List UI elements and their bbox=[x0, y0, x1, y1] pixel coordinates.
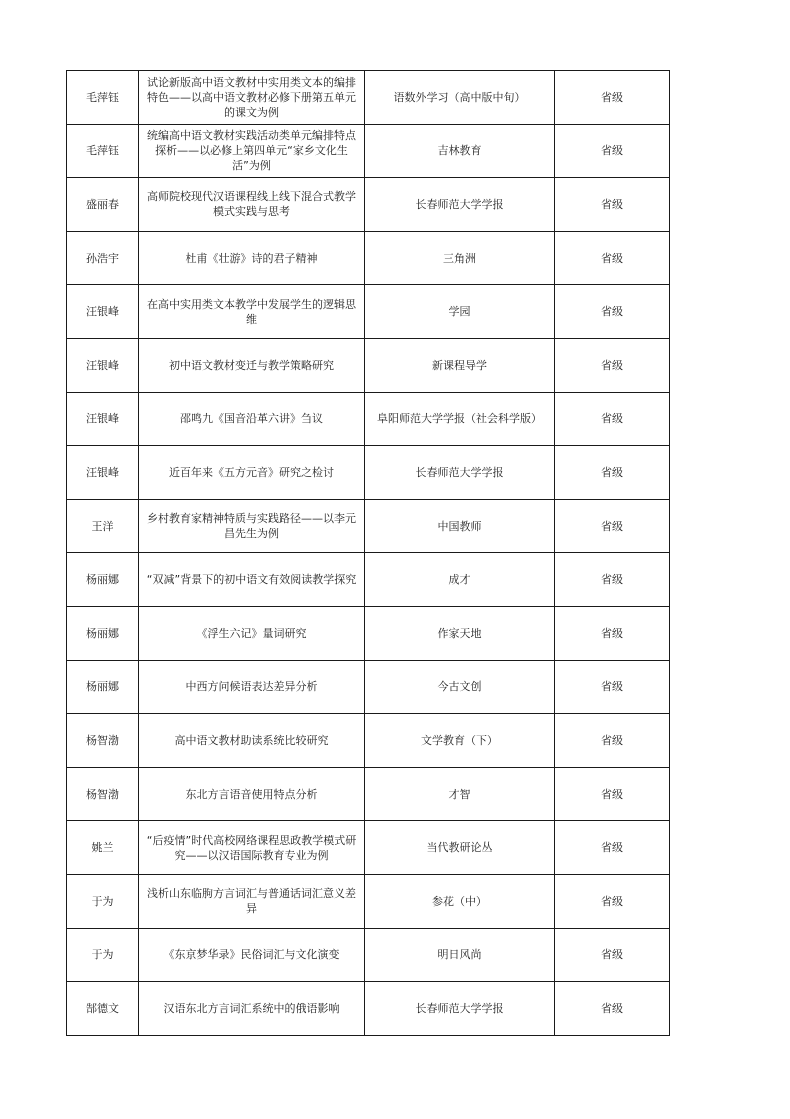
journal-cell: 长春师范大学学报 bbox=[365, 178, 555, 232]
author-cell: 汪银峰 bbox=[67, 446, 139, 500]
author-cell: 杨丽娜 bbox=[67, 660, 139, 714]
table-row bbox=[67, 124, 670, 178]
author-cell: 郜德文 bbox=[67, 982, 139, 1036]
level-cell: 省级 bbox=[555, 821, 670, 875]
journal-cell: 才智 bbox=[365, 767, 555, 821]
level-cell: 省级 bbox=[555, 553, 670, 607]
level-cell: 省级 bbox=[555, 714, 670, 768]
journal-cell: 三角洲 bbox=[365, 231, 555, 285]
table-row bbox=[67, 982, 670, 1036]
table-row bbox=[67, 767, 670, 821]
journal-cell: 语数外学习（高中版中旬） bbox=[365, 71, 555, 125]
author-cell: 王洋 bbox=[67, 499, 139, 553]
title-cell: 统编高中语文教材实践活动类单元编排特点探析——以必修上第四单元“家乡文化生活”为例 bbox=[139, 124, 365, 178]
journal-cell: 今古文创 bbox=[365, 660, 555, 714]
title-cell: 浅析山东临朐方言词汇与普通话词汇意义差异 bbox=[139, 874, 365, 928]
title-cell: 《浮生六记》量词研究 bbox=[139, 606, 365, 660]
author-cell: 于为 bbox=[67, 874, 139, 928]
journal-cell: 阜阳师范大学学报（社会科学版） bbox=[365, 392, 555, 446]
title-cell: 试论新版高中语文教材中实用类文本的编排特色——以高中语文教材必修下册第五单元的课文为例 bbox=[139, 71, 365, 125]
title-cell: 在高中实用类文本教学中发展学生的逻辑思维 bbox=[139, 285, 365, 339]
title-cell: 杜甫《壮游》诗的君子精神 bbox=[139, 231, 365, 285]
journal-cell: 新课程导学 bbox=[365, 338, 555, 392]
level-cell: 省级 bbox=[555, 982, 670, 1036]
author-cell: 汪银峰 bbox=[67, 338, 139, 392]
journal-cell: 长春师范大学学报 bbox=[365, 446, 555, 500]
table-row bbox=[67, 446, 670, 500]
author-cell: 孙浩宇 bbox=[67, 231, 139, 285]
level-cell: 省级 bbox=[555, 124, 670, 178]
level-cell: 省级 bbox=[555, 446, 670, 500]
level-cell: 省级 bbox=[555, 392, 670, 446]
table-row bbox=[67, 499, 670, 553]
title-cell: 乡村教育家精神特质与实践路径——以李元昌先生为例 bbox=[139, 499, 365, 553]
level-cell: 省级 bbox=[555, 874, 670, 928]
level-cell: 省级 bbox=[555, 606, 670, 660]
journal-cell: 学园 bbox=[365, 285, 555, 339]
author-cell: 毛萍钰 bbox=[67, 71, 139, 125]
author-cell: 盛丽春 bbox=[67, 178, 139, 232]
table-row bbox=[67, 928, 670, 982]
author-cell: 毛萍钰 bbox=[67, 124, 139, 178]
title-cell: 高师院校现代汉语课程线上线下混合式教学模式实践与思考 bbox=[139, 178, 365, 232]
title-cell: 汉语东北方言词汇系统中的俄语影响 bbox=[139, 982, 365, 1036]
level-cell: 省级 bbox=[555, 767, 670, 821]
table-row bbox=[67, 178, 670, 232]
table-row bbox=[67, 606, 670, 660]
table-row bbox=[67, 231, 670, 285]
level-cell: 省级 bbox=[555, 178, 670, 232]
title-cell: “双减”背景下的初中语文有效阅读教学探究 bbox=[139, 553, 365, 607]
author-cell: 杨丽娜 bbox=[67, 553, 139, 607]
table-row bbox=[67, 553, 670, 607]
level-cell: 省级 bbox=[555, 660, 670, 714]
title-cell: 初中语文教材变迁与教学策略研究 bbox=[139, 338, 365, 392]
journal-cell: 参花（中） bbox=[365, 874, 555, 928]
level-cell: 省级 bbox=[555, 499, 670, 553]
table-body bbox=[67, 71, 670, 1036]
level-cell: 省级 bbox=[555, 928, 670, 982]
table-row bbox=[67, 714, 670, 768]
journal-cell: 当代教研论丛 bbox=[365, 821, 555, 875]
title-cell: 中西方问候语表达差异分析 bbox=[139, 660, 365, 714]
publication-table bbox=[66, 70, 670, 1036]
author-cell: 杨智渤 bbox=[67, 767, 139, 821]
journal-cell: 文学教育（下） bbox=[365, 714, 555, 768]
journal-cell: 成才 bbox=[365, 553, 555, 607]
table-row bbox=[67, 392, 670, 446]
table-row bbox=[67, 338, 670, 392]
author-cell: 汪银峰 bbox=[67, 392, 139, 446]
title-cell: 邵鸣九《国音沿革六讲》刍议 bbox=[139, 392, 365, 446]
author-cell: 于为 bbox=[67, 928, 139, 982]
level-cell: 省级 bbox=[555, 231, 670, 285]
journal-cell: 明日风尚 bbox=[365, 928, 555, 982]
title-cell: 近百年来《五方元音》研究之检讨 bbox=[139, 446, 365, 500]
title-cell: “后疫情”时代高校网络课程思政教学模式研究——以汉语国际教育专业为例 bbox=[139, 821, 365, 875]
author-cell: 汪银峰 bbox=[67, 285, 139, 339]
author-cell: 杨丽娜 bbox=[67, 606, 139, 660]
title-cell: 东北方言语音使用特点分析 bbox=[139, 767, 365, 821]
table-row bbox=[67, 821, 670, 875]
level-cell: 省级 bbox=[555, 71, 670, 125]
title-cell: 高中语文教材助读系统比较研究 bbox=[139, 714, 365, 768]
journal-cell: 作家天地 bbox=[365, 606, 555, 660]
author-cell: 姚兰 bbox=[67, 821, 139, 875]
journal-cell: 长春师范大学学报 bbox=[365, 982, 555, 1036]
table-row bbox=[67, 285, 670, 339]
author-cell: 杨智渤 bbox=[67, 714, 139, 768]
table-row bbox=[67, 874, 670, 928]
table-row bbox=[67, 660, 670, 714]
table-row bbox=[67, 71, 670, 125]
journal-cell: 吉林教育 bbox=[365, 124, 555, 178]
title-cell: 《东京梦华录》民俗词汇与文化演变 bbox=[139, 928, 365, 982]
level-cell: 省级 bbox=[555, 338, 670, 392]
level-cell: 省级 bbox=[555, 285, 670, 339]
journal-cell: 中国教师 bbox=[365, 499, 555, 553]
